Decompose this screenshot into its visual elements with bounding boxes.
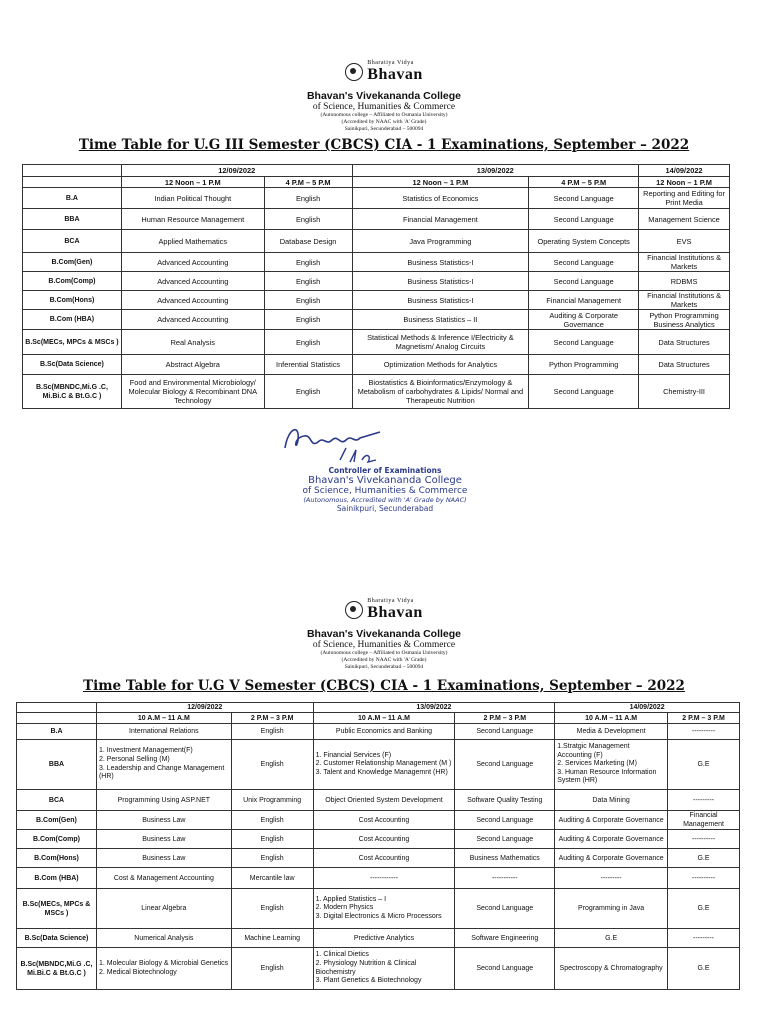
exam-cell: Business Law [96, 849, 231, 868]
exam-cell: Advanced Accounting [121, 310, 264, 330]
college-accreditation: (Accredited by NAAC with 'A' Grade) [341, 657, 427, 663]
exam-cell: International Relations [96, 724, 231, 740]
exam-cell: English [264, 188, 352, 209]
exam-cell: Second Language [529, 188, 639, 209]
exam-cell: English [264, 253, 352, 272]
exam-cell: ---------- [668, 830, 740, 849]
tt5-slot: 2 P.M – 3 P.M [455, 713, 555, 724]
course-label: B.Com(Comp) [17, 830, 97, 849]
tt5-slot: 2 P.M – 3 P.M [668, 713, 740, 724]
exam-cell: English [231, 849, 313, 868]
tt5-slot: 10 A.M – 11 A.M [555, 713, 668, 724]
college-subtitle: of Science, Humanities & Commerce [312, 640, 456, 650]
exam-cell: Indian Political Thought [121, 188, 264, 209]
exam-cell: Second Language [455, 724, 555, 740]
table-row [17, 868, 740, 889]
exam-cell: 1. Investment Management(F) 2. Personal Selling (M) 3. Leadership and Change Management (HR) [96, 740, 231, 790]
exam-cell: Cost & Management Accounting [96, 868, 231, 889]
exam-cell: Unix Programming [231, 790, 313, 811]
tt3-date-2: 13/09/2022 [352, 165, 639, 177]
exam-cell: Statistics of Economics [352, 188, 529, 209]
exam-cell: Business Statistics – II [352, 310, 529, 330]
exam-cell: Second Language [529, 330, 639, 355]
exam-cell: RDBMS [639, 272, 730, 291]
exam-cell: Financial Institutions & Markets [639, 253, 730, 272]
table-row [17, 740, 740, 790]
tt3-slot: 12 Noon – 1 P.M [121, 177, 264, 188]
exam-cell: G.E [555, 929, 668, 948]
exam-cell: English [231, 948, 313, 990]
exam-cell: Business Law [96, 811, 231, 830]
exam-cell: Second Language [529, 209, 639, 230]
exam-cell: Second Language [455, 948, 555, 990]
exam-cell: Software Engineering [455, 929, 555, 948]
table-row [17, 830, 740, 849]
exam-cell: Financial Institutions & Markets [639, 291, 730, 310]
emblem-icon [345, 63, 363, 81]
exam-cell: English [264, 375, 352, 409]
tt3-slot: 12 Noon – 1 P.M [639, 177, 730, 188]
exam-cell: EVS [639, 230, 730, 253]
tt3-date-1: 12/09/2022 [121, 165, 352, 177]
exam-cell: Second Language [455, 889, 555, 929]
college-accreditation: (Accredited by NAAC with 'A' Grade) [341, 119, 427, 125]
tt5-table [16, 702, 740, 990]
exam-cell: --------- [555, 868, 668, 889]
college-subtitle: of Science, Humanities & Commerce [312, 102, 456, 112]
exam-cell: Programming Using ASP.NET [96, 790, 231, 811]
table-row [23, 230, 730, 253]
course-label: B.Com(Hons) [23, 291, 122, 310]
tt5-slot: 10 A.M – 11 A.M [313, 713, 455, 724]
exam-cell: Financial Management [668, 811, 740, 830]
course-label: B.Sc(Data Science) [23, 355, 122, 375]
tt5-date-1: 12/09/2022 [96, 703, 313, 713]
coe-title: Controller of Examinations [328, 466, 442, 475]
table-row [17, 811, 740, 830]
exam-cell: Data Mining [555, 790, 668, 811]
course-label: B.A [23, 188, 122, 209]
tt5-slot: 2 P.M – 3 P.M [231, 713, 313, 724]
course-label: B.Sc(MECs, MPCs & MSCs ) [23, 330, 122, 355]
table-row [17, 790, 740, 811]
course-label: B.Sc(MBNDC,Mi.G .C, Mi.Bi.C & Bt.G.C ) [23, 375, 122, 409]
exam-cell: --------- [668, 929, 740, 948]
exam-cell: Financial Management [352, 209, 529, 230]
table-row [17, 889, 740, 929]
exam-cell: Business Statistics-I [352, 291, 529, 310]
college-logo: Bharatiya Vidya Bhavan [345, 598, 422, 622]
emblem-icon [345, 601, 363, 619]
exam-cell: Auditing & Corporate Governance [555, 849, 668, 868]
exam-cell: Java Programming [352, 230, 529, 253]
tt3-title: Time Table for U.G III Semester (CBCS) CIA - 1 Examinations, September – 2022 [78, 137, 690, 153]
exam-cell: Second Language [455, 811, 555, 830]
exam-cell: Chemistry-III [639, 375, 730, 409]
course-label: B.Com(Hons) [17, 849, 97, 868]
exam-cell: Food and Environmental Microbiology/ Molecular Biology & Recombinant DNA Technology [121, 375, 264, 409]
exam-cell: G.E [668, 889, 740, 929]
exam-cell: Statistical Methods & Inference I/Electricity & Magnetism/ Analog Circuits [352, 330, 529, 355]
exam-cell: Advanced Accounting [121, 291, 264, 310]
course-label: B.Sc(Data Science) [17, 929, 97, 948]
exam-cell: G.E [668, 740, 740, 790]
exam-cell: Predictive Analytics [313, 929, 455, 948]
table-row [17, 849, 740, 868]
tt3-slot-row [23, 177, 730, 188]
tt5-date-2: 13/09/2022 [313, 703, 555, 713]
exam-cell: Human Resource Management [121, 209, 264, 230]
exam-cell: Auditing & Corporate Governance [555, 830, 668, 849]
exam-cell: Second Language [529, 253, 639, 272]
exam-cell: Inferential Statistics [264, 355, 352, 375]
exam-cell: Advanced Accounting [121, 272, 264, 291]
course-label: B.Com (HBA) [23, 310, 122, 330]
table-row [23, 330, 730, 355]
exam-cell: Database Design [264, 230, 352, 253]
table-row [17, 948, 740, 990]
course-label: BCA [17, 790, 97, 811]
exam-cell: Second Language [529, 272, 639, 291]
exam-cell: ---------- [668, 868, 740, 889]
exam-cell: Cost Accounting [313, 830, 455, 849]
tt5-slot-row [17, 713, 740, 724]
exam-cell: Cost Accounting [313, 811, 455, 830]
course-label: B.Com(Gen) [17, 811, 97, 830]
college-affiliation: (Autonomous college – Affiliated to Osmania University) [320, 112, 448, 118]
exam-cell: Second Language [529, 375, 639, 409]
exam-cell: Machine Learning [231, 929, 313, 948]
course-label: B.Com(Gen) [23, 253, 122, 272]
exam-cell: Data Structures [639, 355, 730, 375]
table-row [23, 291, 730, 310]
exam-cell: G.E [668, 849, 740, 868]
exam-cell: 1. Applied Statistics – I 2. Modern Physics 3. Digital Electronics & Micro Processors [313, 889, 455, 929]
exam-cell: Media & Development [555, 724, 668, 740]
tt5-date-3: 14/09/2022 [555, 703, 740, 713]
exam-cell: Software Quality Testing [455, 790, 555, 811]
tt5-date-row [17, 703, 740, 713]
tt3-slot: 12 Noon – 1 P.M [352, 177, 529, 188]
exam-cell: Auditing & Corporate Governance [555, 811, 668, 830]
course-label: B.Com (HBA) [17, 868, 97, 889]
college-address: Sainikpuri, Secunderabad – 500094 [344, 126, 424, 132]
course-label: B.A [17, 724, 97, 740]
college-header-1 [0, 60, 768, 133]
table-row [17, 929, 740, 948]
course-label: BBA [17, 740, 97, 790]
exam-cell: Object Oriented System Development [313, 790, 455, 811]
exam-cell: Second Language [455, 740, 555, 790]
college-name: Bhavan's Vivekananda College [306, 90, 462, 102]
table-row [23, 375, 730, 409]
exam-cell: Programming in Java [555, 889, 668, 929]
exam-cell: English [231, 724, 313, 740]
table-row [23, 188, 730, 209]
exam-cell: G.E [668, 948, 740, 990]
exam-cell: English [264, 291, 352, 310]
table-row [23, 209, 730, 230]
exam-cell: Advanced Accounting [121, 253, 264, 272]
table-row [23, 253, 730, 272]
exam-cell: Auditing & Corporate Governance [529, 310, 639, 330]
exam-cell: ----------- [455, 868, 555, 889]
exam-cell: Business Mathematics [455, 849, 555, 868]
exam-cell: --------- [668, 790, 740, 811]
stamp-college-name: Bhavan's Vivekananda College [308, 475, 462, 486]
exam-cell: Operating System Concepts [529, 230, 639, 253]
table-row [17, 724, 740, 740]
table-row [23, 272, 730, 291]
exam-cell: Business Law [96, 830, 231, 849]
tt5-slot: 10 A.M – 11 A.M [96, 713, 231, 724]
exam-cell: English [264, 310, 352, 330]
exam-cell: Mercantile law [231, 868, 313, 889]
coe-stamp [240, 466, 530, 513]
exam-cell: Public Economics and Banking [313, 724, 455, 740]
tt3-table [22, 164, 730, 409]
exam-cell: Linear Algebra [96, 889, 231, 929]
exam-cell: ------------ [313, 868, 455, 889]
exam-cell: Financial Management [529, 291, 639, 310]
exam-cell: 1. Molecular Biology & Microbial Genetics 2. Medical Biotechnology [96, 948, 231, 990]
exam-cell: English [264, 209, 352, 230]
tt3-slot: 4 P.M – 5 P.M [264, 177, 352, 188]
college-address: Sainikpuri, Secunderabad – 500094 [344, 664, 424, 670]
exam-cell: English [231, 889, 313, 929]
exam-cell: Python Programming Business Analytics [639, 310, 730, 330]
exam-cell: Business Statistics-I [352, 253, 529, 272]
exam-cell: 1. Financial Services (F) 2. Customer Relationship Management (M ) 3. Talent and Knowledge Managemnt (HR) [313, 740, 455, 790]
college-logo: Bharatiya Vidya Bhavan [345, 60, 422, 84]
tt3-slot: 4 P.M – 5 P.M [529, 177, 639, 188]
college-affiliation: (Autonomous college – Affiliated to Osmania University) [320, 650, 448, 656]
table-row [23, 310, 730, 330]
exam-cell: Real Analysis [121, 330, 264, 355]
exam-cell: Reporting and Editing for Print Media [639, 188, 730, 209]
course-label: B.Com(Comp) [23, 272, 122, 291]
exam-cell: English [231, 811, 313, 830]
exam-cell: Abstract Algebra [121, 355, 264, 375]
table-row [23, 355, 730, 375]
stamp-address: Sainikpuri, Secunderabad [336, 504, 434, 513]
signature-scribble [280, 418, 390, 468]
exam-cell: Management Science [639, 209, 730, 230]
tt3-date-3: 14/09/2022 [639, 165, 730, 177]
exam-cell: English [231, 830, 313, 849]
exam-cell: English [264, 272, 352, 291]
exam-cell: 1.Stratgic Management Accounting (F) 2. Services Marketing (M) 3. Human Resource Information System (HR) [555, 740, 668, 790]
exam-cell: Spectroscopy & Chromatography [555, 948, 668, 990]
exam-cell: Cost Accounting [313, 849, 455, 868]
exam-cell: English [231, 740, 313, 790]
exam-cell: Biostatistics & Bioinformatics/Enzymology & Metabolism of carbohydrates & Lipids/ Normal and Therapeutic Nutrition [352, 375, 529, 409]
course-label: BCA [23, 230, 122, 253]
exam-cell: Data Structures [639, 330, 730, 355]
college-name: Bhavan's Vivekananda College [306, 628, 462, 640]
stamp-college-sub: of Science, Humanities & Commerce [302, 486, 468, 496]
exam-cell: Applied Mathematics [121, 230, 264, 253]
exam-cell: Optimization Methods for Analytics [352, 355, 529, 375]
course-label: BBA [23, 209, 122, 230]
exam-cell: English [264, 330, 352, 355]
exam-cell: Python Programming [529, 355, 639, 375]
course-label: B.Sc(MBNDC,Mi.G .C, Mi.Bi.C & Bt.G.C ) [17, 948, 97, 990]
college-header-2 [0, 598, 768, 671]
exam-cell: Business Statistics-I [352, 272, 529, 291]
stamp-accreditation: (Autonomous, Accredited with 'A' Grade by NAAC) [303, 496, 467, 504]
tt5-title: Time Table for U.G V Semester (CBCS) CIA - 1 Examinations, September – 2022 [83, 678, 685, 694]
exam-cell: ---------- [668, 724, 740, 740]
exam-cell: Second Language [455, 830, 555, 849]
course-label: B.Sc(MECs, MPCs & MSCs ) [17, 889, 97, 929]
exam-cell: Numerical Analysis [96, 929, 231, 948]
tt3-date-row [23, 165, 730, 177]
exam-cell: 1. Clinical Dietics 2. Physiology Nutrition & Clinical Biochemistry 3. Plant Genetics & Biotechnology [313, 948, 455, 990]
